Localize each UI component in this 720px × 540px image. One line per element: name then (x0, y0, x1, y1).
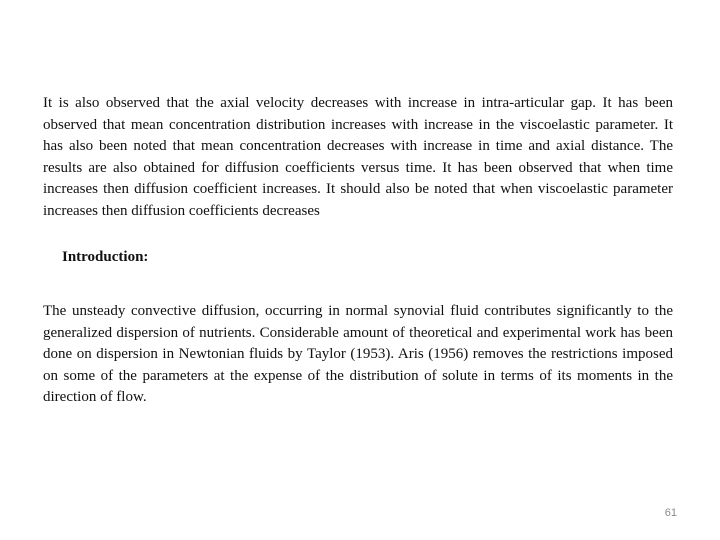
page-number: 61 (664, 507, 677, 519)
introduction-paragraph: The unsteady convective diffusion, occurring in normal synovial fluid contributes significantly to the generalized dispersion of nutrients. Considerable amount of theoretical and experimental work has been done on dispersion in Newtonian fluids by Taylor (1953). Aris (1956) removes the restrictions imposed on some of the parameters at the expense of the distribution of solute in terms of its moments in the direction of flow. (43, 303, 673, 406)
introduction-heading: Introduction: (62, 249, 149, 265)
summary-paragraph: It is also observed that the axial velocity decreases with increase in intra-articular gap. It has been observed that mean concentration distribution increases with increase in the viscoelastic parameter. It has also been noted that mean concentration decreases with increase in time and axial distance. The results are also obtained for diffusion coefficients versus time. It has been observed that when time increases then diffusion coefficient increases. It should also be noted that when viscoelastic parameter increases then diffusion coefficients decreases (43, 95, 673, 219)
